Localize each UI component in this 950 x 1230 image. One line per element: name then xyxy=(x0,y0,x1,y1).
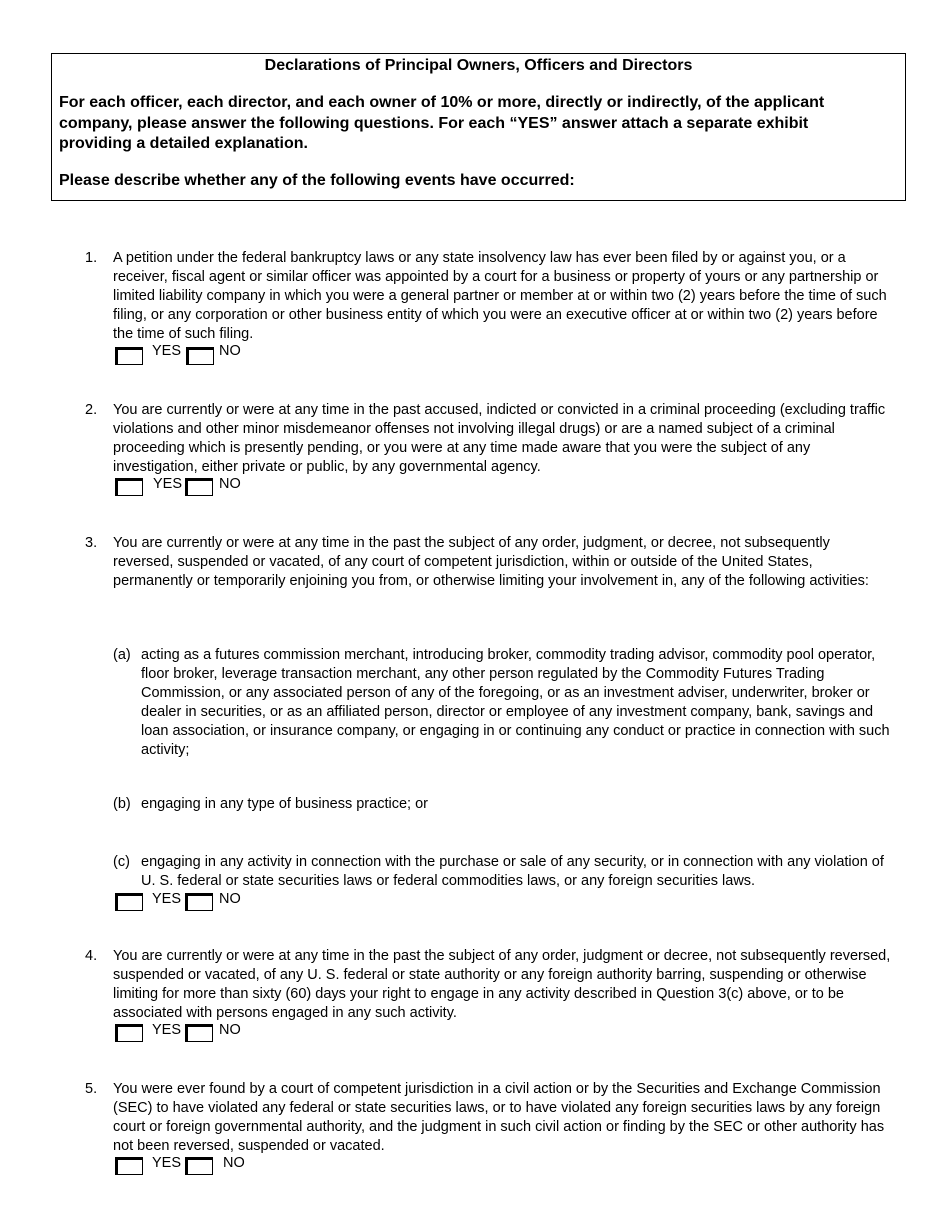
question-3-number: 3. xyxy=(85,535,98,551)
question-2-no-label: NO xyxy=(219,476,241,492)
question-4-yes-label: YES xyxy=(152,1022,182,1038)
question-2-yes-label: YES xyxy=(153,476,183,492)
question-1-no-checkbox[interactable] xyxy=(186,347,214,365)
question-5-number: 5. xyxy=(85,1081,98,1097)
question-3b-letter: (b) xyxy=(113,796,131,812)
question-3-yes-label: YES xyxy=(152,891,182,907)
question-3-yes-checkbox[interactable] xyxy=(115,893,143,911)
question-3c-letter: (c) xyxy=(113,854,130,870)
question-3-no-label: NO xyxy=(219,891,241,907)
question-3a-text: acting as a futures commission merchant, introducing broker, commodity trading advisor, commodity pool operator, floor broker, leverage transaction merchant, any other person regulated by the Commodity Futures Trading Commission, or any associated person of any of the foregoing, or as an investment adviser, underwriter, broker or dealer in securities, or as an affiliated person, director or employee of any investment company, bank, savings and loan association, or insurance company, or engaging in or continuing any conduct or practice in connection with such activity; xyxy=(141,647,890,758)
question-4-yes-checkbox[interactable] xyxy=(115,1024,143,1042)
question-2-text: You are currently or were at any time in the past accused, indicted or convicted in a criminal proceeding (excluding traffic violations and other minor misdemeanor offenses not involving illegal drugs) or are a named subject of a criminal proceeding which is presently pending, or you were at any time made aware that you were the subject of any investigation, either private or public, by any governmental agency. xyxy=(113,402,886,475)
question-4-no-checkbox[interactable] xyxy=(185,1024,213,1042)
question-5-text: You were ever found by a court of competent jurisdiction in a civil action or by the Securities and Exchange Commission (SEC) to have violated any federal or state securities laws, or to have violated any foreign securities laws by any foreign court or foreign governmental authority, and the judgment in such civil action or finding by the SEC or other authority has not been reversed, suspended or vacated. xyxy=(113,1081,885,1154)
question-3b-text: engaging in any type of business practice; or xyxy=(141,796,428,812)
instructions-text: For each officer, each director, and each owner of 10% or more, directly or indirectly, of the applicant company, please answer the following questions. For each “YES” answer attach a separate exhibit providing a detailed explanation. xyxy=(59,94,825,152)
question-4-no-label: NO xyxy=(219,1022,241,1038)
question-5-no-label: NO xyxy=(223,1155,245,1171)
question-2-no-checkbox[interactable] xyxy=(185,478,213,496)
question-2-yes-checkbox[interactable] xyxy=(115,478,143,496)
question-5-yes-label: YES xyxy=(152,1155,182,1171)
question-3-no-checkbox[interactable] xyxy=(185,893,213,911)
question-4-text: You are currently or were at any time in the past the subject of any order, judgment or decree, not subsequently reversed, suspended or vacated, of any U. S. federal or state authority or any foreign authority barring, suspending or otherwise limiting for more than sixty (60) days your right to engage in any activity described in Question 3(c) above, or to be associated with persons engaged in any such activity. xyxy=(113,948,891,1021)
question-3-text: You are currently or were at any time in the past the subject of any order, judgment, or decree, not subsequently reversed, suspended or vacated, of any court of competent jurisdiction, within or outside of the United States, permanently or temporarily enjoining you from, or otherwise limiting your involvement in, any of the following activities: xyxy=(113,535,869,589)
events-prompt: Please describe whether any of the following events have occurred: xyxy=(59,172,575,189)
question-5-yes-checkbox[interactable] xyxy=(115,1157,143,1175)
question-1-no-label: NO xyxy=(219,343,241,359)
question-1-number: 1. xyxy=(85,250,98,266)
question-3c-text: engaging in any activity in connection with the purchase or sale of any security, or in connection with any violation of U. S. federal or state securities laws or federal commodities laws, or any foreign securities laws. xyxy=(141,854,884,889)
declarations-header xyxy=(51,53,906,201)
question-1-yes-label: YES xyxy=(152,343,182,359)
question-1-yes-checkbox[interactable] xyxy=(115,347,143,365)
question-1-text: A petition under the federal bankruptcy laws or any state insolvency law has ever been filed by or against you, or a receiver, fiscal agent or similar officer was appointed by a court for a business or property of yours or any partnership or limited liability company in which you were a general partner or member at or within two (2) years before the time of such filing, or any corporation or other business entity of which you were an executive officer at or within two (2) years before the time of such filing. xyxy=(113,250,887,342)
page-title: Declarations of Principal Owners, Officers and Directors xyxy=(264,57,693,74)
question-5-no-checkbox[interactable] xyxy=(185,1157,213,1175)
question-4-number: 4. xyxy=(85,948,98,964)
question-3a-letter: (a) xyxy=(113,647,131,663)
question-2-number: 2. xyxy=(85,402,98,418)
